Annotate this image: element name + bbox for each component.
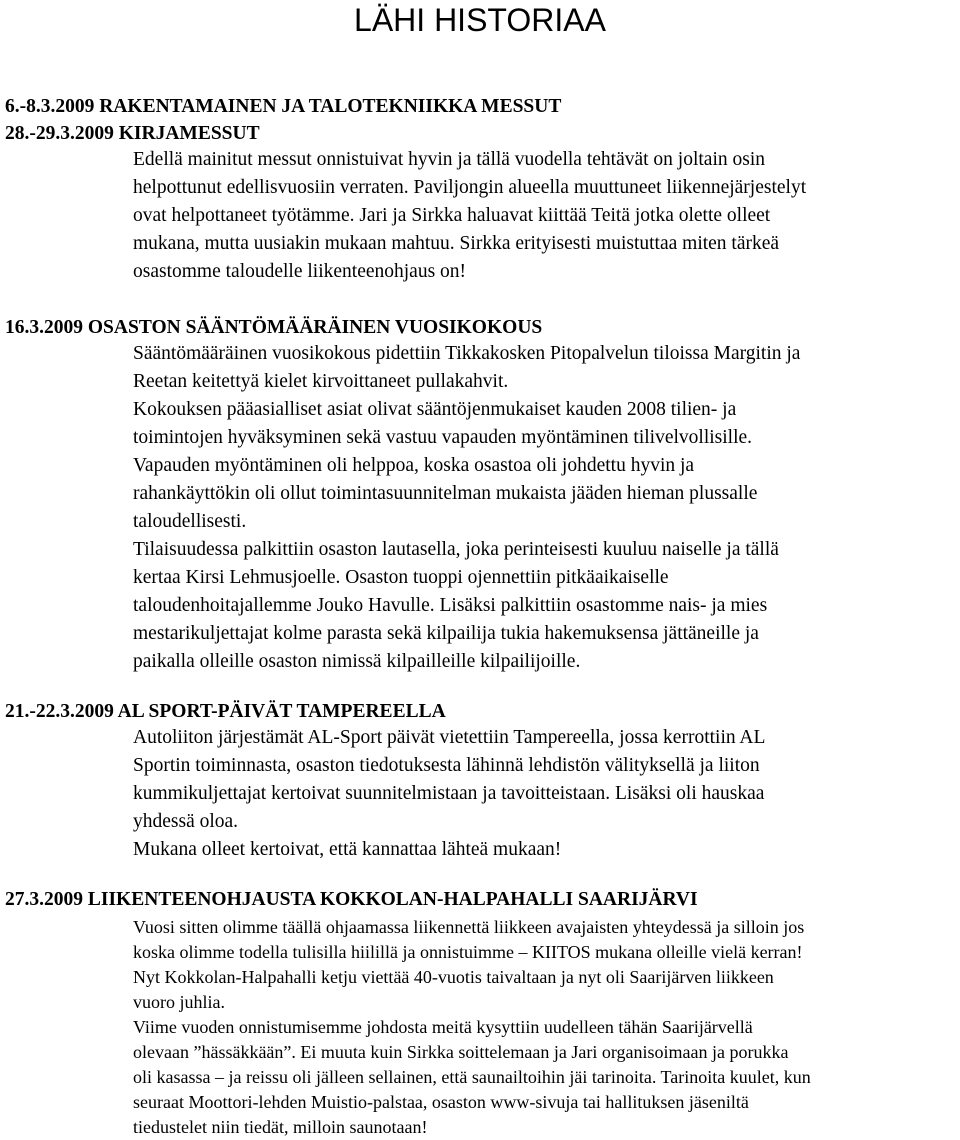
body-line: Sääntömääräinen vuosikokous pidettiin Tikkakosken Pitopalvelun tiloissa Margitin ja — [133, 343, 801, 364]
body-line: Sportin toiminnasta, osaston tiedotuksesta lähinnä lehdistön välityksellä ja liiton — [133, 755, 760, 776]
body-line: paikalla olleille osaston nimissä kilpailleille kilpailijoille. — [133, 651, 581, 672]
section-body — [133, 146, 806, 286]
body-line: helpottunut edellisvuosiin verraten. Paviljongin alueella muuttuneet liikennejärjestelyt — [133, 177, 807, 198]
body-line: toimintojen hyväksyminen sekä vastuu vapauden myöntäminen tilivelvollisille. — [133, 427, 753, 448]
section-heading: 21.-22.3.2009 AL SPORT-PÄIVÄT TAMPEREELLA — [5, 701, 446, 722]
body-line: Reetan keitettyä kielet kirvoittaneet pullakahvit. — [133, 371, 509, 392]
body-line: Vuosi sitten olimme täällä ohjaamassa liikennettä liikkeen avajaisten yhteydessä ja silloin jos — [133, 917, 805, 937]
section-body — [133, 724, 765, 864]
body-line: tiedustelet niin tiedät, milloin saunotaan! — [133, 1117, 428, 1137]
body-line: Vapauden myöntäminen oli helppoa, koska osastoa oli johdettu hyvin ja — [133, 455, 695, 476]
body-line: Autoliiton järjestämät AL-Sport päivät vietettiin Tampereella, jossa kerrottiin AL — [133, 727, 766, 748]
body-line: vuoro juhlia. — [133, 992, 225, 1012]
body-line: ovat helpottaneet työtämme. Jari ja Sirkka haluavat kiittää Teitä jotka olette olleet — [133, 205, 771, 226]
body-line: mukana, mutta uusiakin mukaan mahtuu. Sirkka erityisesti muistuttaa miten tärkeä — [133, 233, 780, 254]
section-body — [133, 915, 811, 1140]
body-line: kertaa Kirsi Lehmusjoelle. Osaston tuoppi ojennettiin pitkäaikaiselle — [133, 567, 669, 588]
body-line: Edellä mainitut messut onnistuivat hyvin ja tällä vuodella tehtävät on joltain osin — [133, 149, 766, 170]
body-line: Mukana olleet kertoivat, että kannattaa lähteä mukaan! — [133, 839, 562, 860]
body-line: taloudellisesti. — [133, 511, 247, 532]
body-line: seuraat Moottori-lehden Muistio-palstaa, osaston www-sivuja tai hallituksen jäseniltä — [133, 1092, 749, 1112]
section-heading: 16.3.2009 OSASTON SÄÄNTÖMÄÄRÄINEN VUOSIKOKOUS — [5, 317, 543, 338]
body-line: Kokouksen pääasialliset asiat olivat sääntöjenmukaiset kauden 2008 tilien- ja — [133, 399, 737, 420]
body-line: koska olimme todella tulisilla hiilillä ja onnistuimme – KIITOS mukana olleille vielä kerran! — [133, 942, 803, 962]
body-line: mestarikuljettajat kolme parasta sekä kilpailija tukia hakemuksensa jättäneille ja — [133, 623, 759, 644]
section-heading: 6.-8.3.2009 RAKENTAMAINEN JA TALOTEKNIIKKA MESSUT — [5, 96, 562, 117]
body-line: kummikuljettajat kertoivat suunnitelmistaan ja tavoitteistaan. Lisäksi oli hauskaa — [133, 783, 765, 804]
body-line: oli kasassa – ja reissu oli jälleen sellainen, että saunailtoihin jäi tarinoita. Tarinoita kuulet, kun — [133, 1067, 811, 1087]
page-title: LÄHI HISTORIAA — [354, 2, 606, 38]
body-line: Viime vuoden onnistumisemme johdosta meitä kysyttiin uudelleen tähän Saarijärvellä — [133, 1017, 753, 1037]
body-line: Nyt Kokkolan-Halpahalli ketju viettää 40-vuotis taivaltaan ja nyt oli Saarijärven liikkeen — [133, 967, 774, 987]
body-line: rahankäyttökin oli ollut toimintasuunnitelman mukaista jääden hieman plussalle — [133, 483, 758, 504]
section-heading: 28.-29.3.2009 KIRJAMESSUT — [5, 123, 260, 144]
body-line: osastomme taloudelle liikenteenohjaus on! — [133, 261, 467, 282]
body-line: taloudenhoitajallemme Jouko Havulle. Lisäksi palkittiin osastomme nais- ja mies — [133, 595, 768, 616]
body-line: olevaan ”hässäkkään”. Ei muuta kuin Sirkka soittelemaan ja Jari organisoimaan ja porukka — [133, 1042, 789, 1062]
section-heading: 27.3.2009 LIIKENTEENOHJAUSTA KOKKOLAN-HALPAHALLI SAARIJÄRVI — [5, 889, 698, 910]
body-line: yhdessä oloa. — [133, 811, 239, 832]
body-line: Tilaisuudessa palkittiin osaston lautasella, joka perinteisesti kuuluu naiselle ja tällä — [133, 539, 779, 560]
section-body — [133, 340, 800, 676]
